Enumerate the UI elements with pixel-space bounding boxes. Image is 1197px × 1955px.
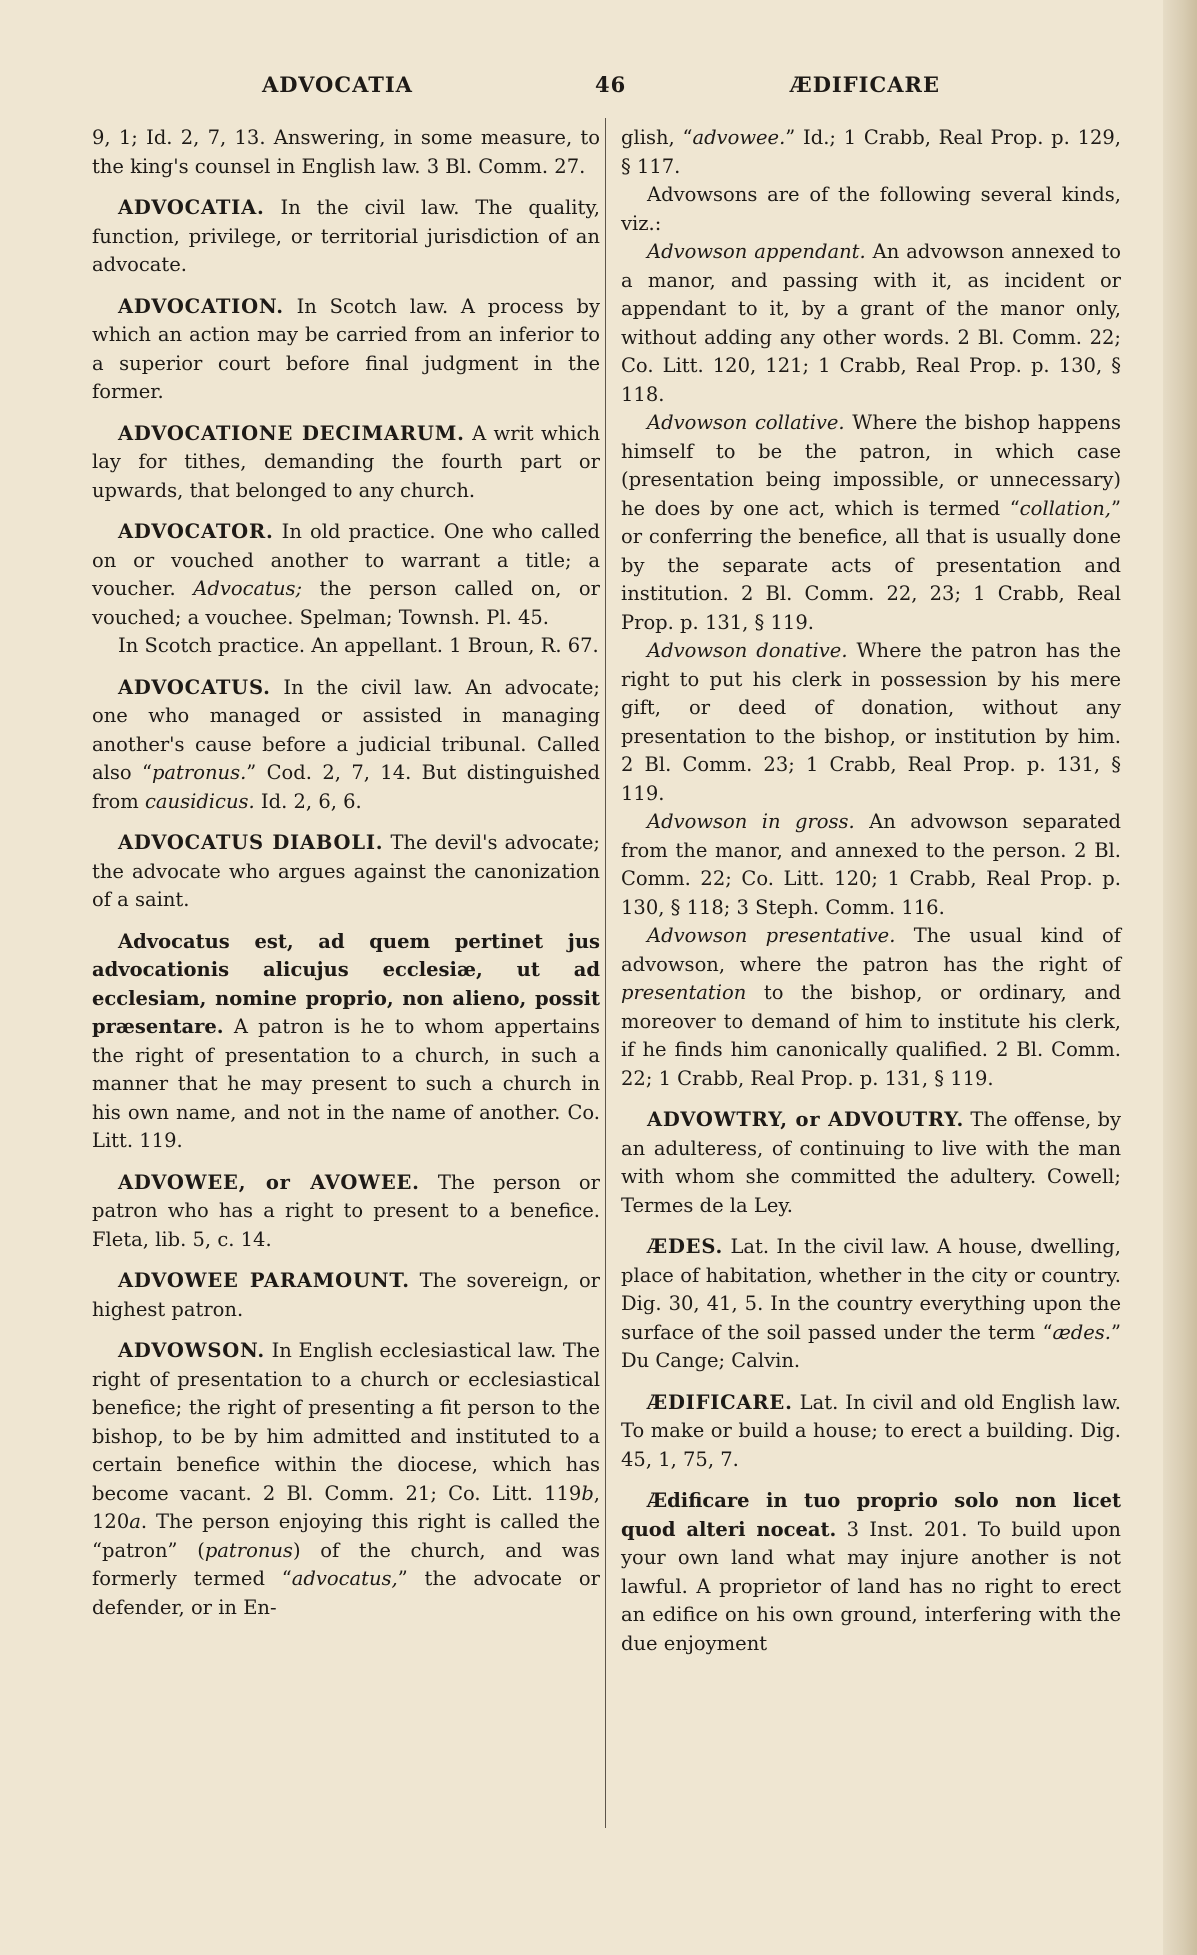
latin-maxim: Advocatus est, ad quem pertinet jus advocationis alicujus ecclesiæ, ut ad ecclesiam, nomine proprio, non alieno, possit præsentare. (92, 929, 600, 1038)
definition: The sovereign, or highest patron. (92, 1269, 601, 1321)
definition: 3 Inst. 201. To build upon your own land what may injure another is not lawful. A proprietor of land has no right to erect an edifice on his own ground, interfering with the due enjoyment (621, 1517, 1121, 1655)
headword: ADVOWEE, or AVOWEE. (118, 1170, 420, 1194)
italic-term: patronus. (151, 761, 247, 784)
page-edge-shadow (1163, 0, 1197, 1955)
subheadword: Advowson donative. (647, 639, 848, 662)
entry-advocation (92, 293, 600, 407)
definition: Lat. In the civil law. A house, dwelling, place of habitation, whether in the city or country. Dig. 30, 41, 5. In the country everything upon the surface of the soil passed under the term “ (621, 1235, 1121, 1344)
definition: to the bishop, or ordinary, and moreover to demand of him to institute his clerk, if he finds him canonically qualified. 2 Bl. Comm. 22; 1 Crabb, Real Prop. p. 131, § 119. (621, 981, 1121, 1090)
headword: ÆDIFICARE. (647, 1390, 793, 1414)
headword: ADVOCATUS DIABOLI. (118, 831, 384, 854)
headword: ÆDES. (647, 1235, 724, 1258)
definition: Id. 2, 6, 6. (254, 789, 362, 813)
definition: ” Id.; 1 Crabb, Real Prop. p. 129, § 117. (621, 126, 1122, 178)
definition: , 120 (92, 1481, 600, 1533)
definition: glish, “ (621, 126, 693, 149)
definition: ” or conferring the benefice, all that is usually done by the separate acts of presentation and institution. 2 Bl. Comm. 22, 23; 1 Crabb, Real Prop. p. 131, § 119. (621, 496, 1121, 634)
running-header (90, 72, 1140, 104)
entry-advowson-appendant (621, 238, 1121, 409)
italic-term: b (581, 1481, 594, 1505)
headword: ADVOCATIA. (118, 196, 265, 219)
subheadword: Advowson in gross. (647, 810, 855, 833)
headword: ADVOCATIONE DECIMARUM. (118, 421, 465, 445)
headword: ADVOCATOR. (118, 520, 274, 543)
headword: ADVOWTRY, or ADVOUTRY. (647, 1108, 965, 1131)
entry-advowee-paramount (92, 1267, 600, 1324)
page-number: 46 (595, 72, 627, 97)
definition: In Scotch law. A process by which an action may be carried from an inferior to a superior court before final judgment in the former. (92, 294, 600, 403)
entry-aedes (621, 1233, 1121, 1376)
continued-entry (621, 124, 1121, 181)
entry-maxim-aedificare (621, 1487, 1121, 1658)
definition: A writ which lay for tithes, demanding the fourth part or upwards, that belonged to any church. (92, 421, 600, 502)
definition: ) of the church, and was formerly termed “ (92, 1538, 600, 1590)
definition: ” Cod. 2, 7, 14. But distinguished from (92, 761, 600, 813)
italic-term: collation, (1019, 496, 1112, 520)
entry-advocator (92, 518, 600, 632)
entry-advocator-sub (92, 632, 600, 661)
entry-advowson-in-gross (621, 808, 1121, 922)
definition: Lat. In civil and old English law. To make or build a house; to erect a building. Dig. 45, 1, 75, 7. (621, 1390, 1121, 1471)
definition: A patron is he to whom appertains the right of presentation to a church, in such a manner that he may present to such a church in his own name, and not in the name of another. Co. Litt. 119. (92, 1015, 600, 1152)
italic-term: patronus (204, 1538, 293, 1562)
definition: In the civil law. An advocate; one who managed or assisted in managing another's cause before a judicial tribunal. Called also “ (92, 675, 600, 784)
subheadword: Advowson collative. (647, 411, 845, 434)
headword: ADVOWSON. (118, 1339, 266, 1362)
definition: the person called on, or vouched; a vouchee. Spelman; Townsh. Pl. 45. (92, 577, 600, 629)
entry-advowtry (621, 1106, 1121, 1220)
italic-term: Advocatus; (193, 577, 303, 600)
italic-term: ædes. (1052, 1320, 1112, 1344)
header-left-guideword: ADVOCATIA (262, 72, 413, 97)
definition: In Scotch practice. An appellant. 1 Broun, R. 67. (118, 634, 599, 657)
definition: An advowson separated from the manor, and annexed to the person. 2 Bl. Comm. 22; Co. Litt. 120; 1 Crabb, Real Prop. p. 130, § 118; 3 Steph. Comm. 116. (621, 810, 1121, 919)
italic-term: advocatus, (291, 1567, 398, 1590)
continued-entry (92, 124, 600, 181)
headword: ADVOWEE PARAMOUNT. (118, 1269, 410, 1292)
entry-advowee (92, 1169, 600, 1255)
italic-term: advowee. (692, 126, 786, 149)
entry-advocatione-decimarum (92, 420, 600, 506)
entry-advocatus-diaboli (92, 829, 600, 915)
entry-maxim-advocatus (92, 928, 600, 1156)
definition: The devil's advocate; the advocate who argues against the canonization of a saint. (92, 831, 600, 911)
definition: Where the patron has the right to put his clerk in possession by his mere gift, or deed of donation, without any presentation to the bishop, or institution by him. 2 Bl. Comm. 23; 1 Crabb, Real Prop. p. 131, § 119. (621, 639, 1121, 805)
entry-advowson-donative (621, 637, 1121, 808)
column-divider (605, 118, 606, 1828)
subheadword: Advowson appendant. (647, 240, 866, 263)
definition: ” Du Cange; Calvin. (621, 1320, 1121, 1372)
latin-maxim: Ædificare in tuo proprio solo non licet quod alteri noceat. (621, 1489, 1121, 1541)
definition: The offense, by an adulteress, of continuing to live with the man with whom she committed the adultery. Cowell; Termes de la Ley. (621, 1108, 1122, 1217)
definition: An advowson annexed to a manor, and passing with it, as incident or appendant to it, by a grant of the manor only, without adding any other words. 2 Bl. Comm. 22; Co. Litt. 120, 121; 1 Crabb, Real Prop. p. 130, § 118. (621, 240, 1121, 406)
definition: The person or patron who has a right to present to a benefice. Fleta, lib. 5, c. 14. (92, 1170, 600, 1251)
entry-advowson-presentative (621, 922, 1121, 1093)
entry-advowson (92, 1337, 600, 1622)
italic-term: causidicus. (144, 789, 255, 813)
definition: Where the bishop happens himself to be the patron, in which case (presentation being impossible, or unnecessary) he does by one act, which is termed “ (621, 411, 1122, 520)
definition: In old practice. One who called on or vouched another to warrant a title; a voucher. (92, 520, 600, 600)
headword: ADVOCATION. (118, 294, 284, 318)
headword: ADVOCATUS. (118, 675, 271, 699)
definition: In the civil law. The quality, function, privilege, or territorial jurisdiction of an advocate. (92, 196, 600, 276)
advowson-kinds-intro (621, 181, 1121, 238)
entry-text: 9, 1; Id. 2, 7, 13. Answering, in some measure, to the king's counsel in English law. 3 Bl. Comm. 27. (92, 126, 600, 178)
definition: Advowsons are of the following several kinds, viz.: (621, 183, 1121, 235)
definition: ” the advocate or defender, or in En- (92, 1567, 600, 1619)
definition: The usual kind of advowson, where the patron has the right of (621, 924, 1121, 976)
header-right-guideword: ÆDIFICARE (790, 72, 940, 97)
entry-aedificare (621, 1389, 1121, 1475)
entry-advocatus (92, 674, 600, 817)
left-column (92, 124, 600, 1635)
italic-term: presentation (621, 981, 747, 1004)
right-column (621, 124, 1121, 1671)
definition: . The person enjoying this right is called the “patron” ( (92, 1510, 600, 1562)
entry-advocatia (92, 194, 600, 280)
italic-term: a (129, 1510, 141, 1533)
definition: In English ecclesiastical law. The right of presentation to a church or ecclesiastical benefice; the right of presenting a fit person to the bishop, to be by him admitted and instituted to a certain benefice within the diocese, which has become vacant. 2 Bl. Comm. 21; Co. Litt. 119 (92, 1339, 600, 1505)
subheadword: Advowson presentative. (647, 924, 896, 947)
entry-advowson-collative (621, 409, 1121, 637)
